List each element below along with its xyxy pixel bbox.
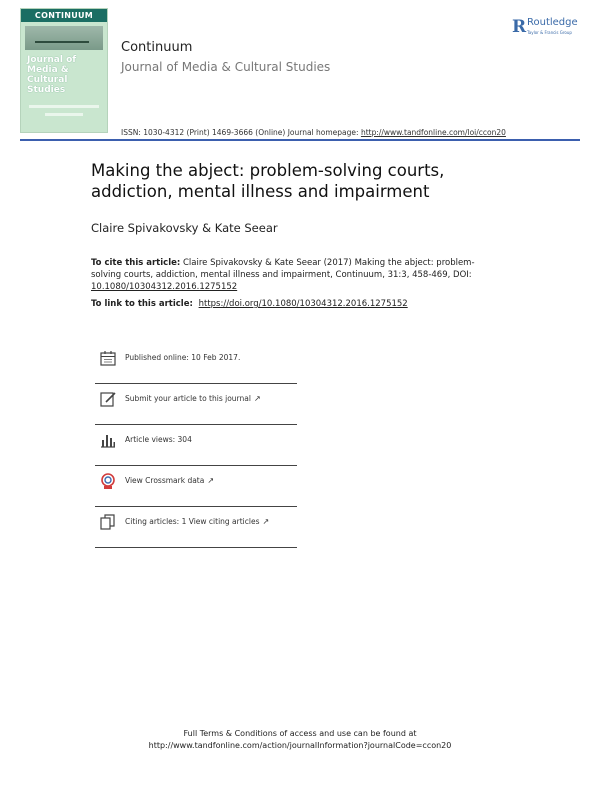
- cover-subtitle: [27, 55, 103, 95]
- crossmark-icon: [99, 472, 117, 490]
- publisher-name: Routledge: [527, 17, 578, 28]
- cover-subtitle-line: Studies: [27, 85, 66, 95]
- header-divider: [20, 139, 580, 141]
- article-views-item: [95, 425, 297, 466]
- journal-name: Continuum: [121, 40, 193, 55]
- citation-block: [91, 257, 491, 293]
- cover-decoration: [45, 113, 83, 116]
- journal-homepage-link[interactable]: http://www.tandfonline.com/loi/ccon20: [360, 128, 506, 137]
- cover-subtitle-line: Journal of: [27, 55, 77, 65]
- crossmark-link[interactable]: [125, 476, 214, 485]
- citing-articles-item[interactable]: [95, 507, 297, 548]
- published-online-item: [95, 343, 297, 384]
- article-link-line: [91, 299, 408, 309]
- submit-article-link[interactable]: [125, 394, 261, 403]
- crossmark-item[interactable]: [95, 466, 297, 507]
- citing-articles-label[interactable]: Citing articles: 1 View citing articles: [125, 517, 260, 526]
- bar-chart-icon: [99, 431, 117, 449]
- published-online-text: Published online: 10 Feb 2017.: [125, 353, 241, 362]
- article-info-list: [95, 343, 297, 548]
- citation-doi-link[interactable]: 10.1080/10304312.2016.1275152: [91, 282, 238, 292]
- terms-text: Full Terms & Conditions of access and use can be found at: [183, 729, 417, 738]
- article-views-text: Article views: 304: [125, 435, 192, 444]
- routledge-r-logo-icon: R: [512, 17, 527, 37]
- cover-subtitle-line: Media &: [27, 65, 69, 75]
- citing-articles-link[interactable]: [125, 517, 269, 526]
- journal-cover-image: [20, 8, 108, 133]
- citing-pages-icon: [99, 513, 117, 531]
- crossmark-label[interactable]: View Crossmark data: [125, 476, 205, 485]
- external-link-icon: ↗: [253, 394, 261, 403]
- article-title: Making the abject: problem-solving courts, addiction, mental illness and impairment: [91, 161, 445, 201]
- article-doi-url-link[interactable]: https://doi.org/10.1080/10304312.2016.1275152: [198, 299, 408, 309]
- cover-title: CONTINUUM: [21, 9, 107, 22]
- terms-url-link[interactable]: http://www.tandfonline.com/action/journalInformation?journalCode=ccon20: [148, 741, 452, 750]
- submit-article-label[interactable]: Submit your article to this journal: [125, 394, 251, 403]
- terms-footer: [0, 728, 600, 752]
- submit-article-item[interactable]: [95, 384, 297, 425]
- article-authors: Claire Spivakovsky & Kate Seear: [91, 221, 278, 235]
- cover-photo: [25, 26, 103, 50]
- citation-text: Claire Spivakovsky & Kate Seear (2017) Making the abject: problem-solving courts, addiction, mental illness and impairment, Continuum, 31:3, 458-469, DOI:: [91, 258, 475, 280]
- journal-subtitle: Journal of Media & Cultural Studies: [121, 60, 331, 74]
- submit-pen-icon: [99, 390, 117, 408]
- link-label: To link to this article:: [91, 299, 193, 309]
- cover-decoration: [29, 105, 99, 108]
- publisher-logo: [512, 17, 592, 41]
- issn-line: [121, 128, 506, 137]
- external-link-icon: ↗: [262, 517, 270, 526]
- cover-subtitle-line: Cultural: [27, 75, 68, 85]
- citation-label: To cite this article:: [91, 258, 181, 268]
- calendar-icon: [99, 349, 117, 367]
- external-link-icon: ↗: [207, 476, 215, 485]
- publisher-tagline: Taylor & Francis Group: [527, 30, 572, 35]
- issn-text: ISSN: 1030-4312 (Print) 1469-3666 (Online) Journal homepage:: [121, 128, 359, 137]
